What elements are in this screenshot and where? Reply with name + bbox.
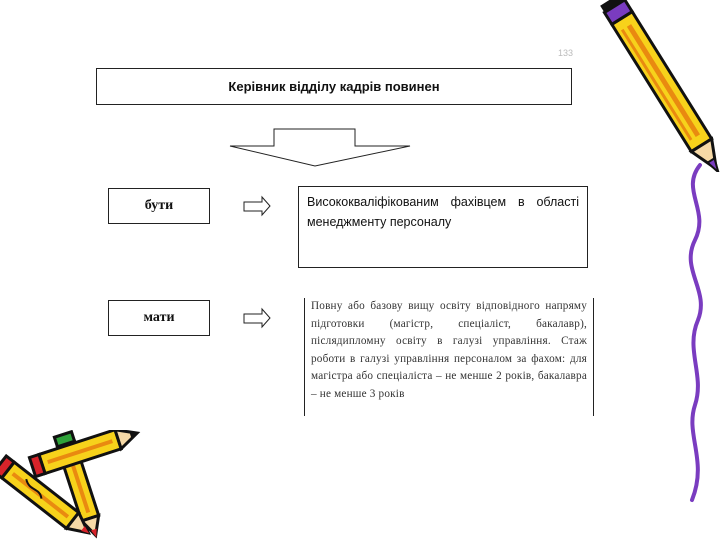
description-box-2: [304, 298, 594, 416]
label-box-maty: [108, 300, 210, 336]
squiggle-line-right: [670, 160, 720, 510]
pencil-icon-top-right: [598, 0, 720, 172]
row-label: бути: [144, 198, 174, 213]
row-description: Висококваліфікованим фахівцем в області менеджменту персоналу: [307, 195, 579, 229]
diagram-title: Керівник відділу кадрів повинен: [228, 79, 440, 94]
page-number: 133: [558, 48, 574, 58]
down-arrow-icon: [230, 129, 410, 166]
right-arrow-icon-1: [244, 197, 270, 215]
description-box-1: [298, 186, 588, 268]
row-description: Повну або базову вищу освіту відповідного напряму підготовки (магістр, спеціаліст, бакалавр), післядипломну освіту в галузі управління. Стаж роботи в галузі управління персоналом за фахом: для магістра або спеціаліста – не менше 2 років, бакалавра – не менше 3 років: [311, 300, 587, 400]
label-box-buty: [108, 188, 210, 224]
row-label: мати: [143, 310, 175, 325]
right-arrow-icon-2: [244, 309, 270, 327]
pencils-icon-bottom-left: [0, 430, 150, 540]
